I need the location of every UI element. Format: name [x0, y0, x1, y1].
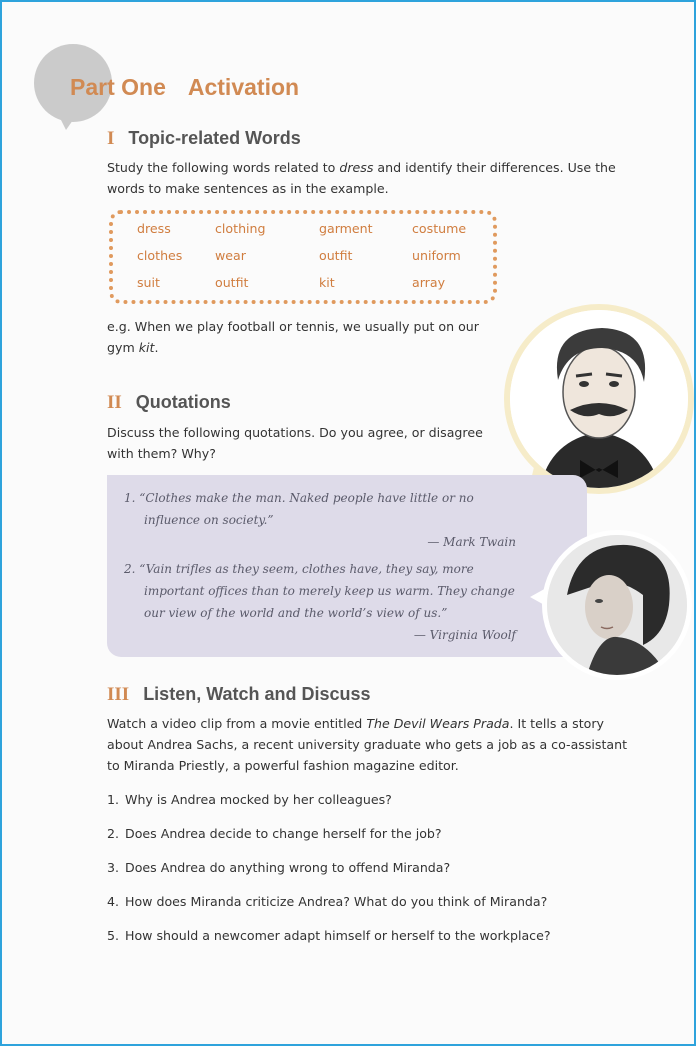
quote-text: influence on society.”: [144, 513, 274, 527]
question-text: Does Andrea decide to change herself for the job?: [125, 826, 442, 841]
section-numeral: II: [107, 392, 122, 413]
question-item: [107, 792, 551, 826]
intro-text: . It tells a story: [509, 716, 604, 731]
question-number: 5.: [107, 928, 120, 943]
question-text: Why is Andrea mocked by her colleagues?: [125, 792, 392, 807]
question-number: 4.: [107, 894, 120, 909]
question-number: 3.: [107, 860, 120, 875]
question-text: Does Andrea do anything wrong to offend Miranda?: [125, 860, 451, 875]
word-grid: [137, 221, 477, 302]
intro-text: to Miranda Priestly, a powerful fashion magazine editor.: [107, 758, 459, 773]
word-row: [137, 275, 477, 302]
movie-title: The Devil Wears Prada: [366, 716, 510, 731]
word: array: [412, 275, 446, 290]
speech-bubble-tail: [56, 110, 80, 130]
word: dress: [137, 221, 171, 236]
discussion-questions: [107, 792, 551, 962]
section-heading-quotations: [107, 392, 231, 414]
instr-text: Discuss the following quotations. Do you agree, or disagree: [107, 425, 483, 440]
quote-text: important offices than to merely keep us warm. They change: [144, 584, 515, 598]
quote-woolf: [124, 558, 516, 646]
section-title: Topic-related Words: [128, 128, 301, 148]
portrait-photo: [547, 535, 687, 675]
instr-keyword: dress: [339, 160, 374, 175]
example-text: e.g. When we play football or tennis, we usually put on our: [107, 319, 479, 334]
section3-intro: [107, 713, 647, 776]
part-title: [70, 74, 299, 101]
word: outfit: [215, 275, 249, 290]
example-text: gym: [107, 340, 139, 355]
word: wear: [215, 248, 246, 263]
section1-instructions: [107, 157, 627, 199]
example-keyword: kit: [138, 340, 155, 355]
section-numeral: III: [107, 684, 130, 705]
instr-text: words to make sentences as in the example.: [107, 181, 389, 196]
word: clothing: [215, 221, 266, 236]
instr-text: with them? Why?: [107, 446, 216, 461]
word: costume: [412, 221, 467, 236]
mark-twain-portrait: [504, 304, 694, 494]
example-text: .: [154, 340, 159, 355]
part-name: Activation: [187, 74, 300, 100]
word: garment: [319, 221, 373, 236]
portrait-illustration: [510, 310, 688, 488]
instr-text: Study the following words related to: [107, 160, 340, 175]
word: uniform: [412, 248, 461, 263]
word-row: [137, 221, 477, 248]
word-row: [137, 248, 477, 275]
word: clothes: [137, 248, 183, 263]
quote-text: 2. “Vain trifles as they seem, clothes have, they say, more: [124, 562, 474, 576]
section-numeral: I: [107, 128, 115, 149]
part-label: Part One: [70, 74, 166, 100]
virginia-woolf-portrait: [542, 530, 692, 680]
word: outfit: [319, 248, 353, 263]
quote-text: 1. “Clothes make the man. Naked people have little or no: [124, 491, 474, 505]
quote-text: our view of the world and the world’s view of us.”: [144, 606, 448, 620]
example-sentence: [107, 316, 507, 358]
section-heading-listen-watch-discuss: [107, 684, 371, 706]
question-item: [107, 894, 551, 928]
section-heading-topic-words: [107, 128, 301, 150]
question-number: 2.: [107, 826, 120, 841]
question-text: How does Miranda criticize Andrea? What do you think of Miranda?: [125, 894, 548, 909]
question-item: [107, 860, 551, 894]
section2-instructions: [107, 422, 487, 464]
intro-text: about Andrea Sachs, a recent university graduate who gets a job as a co-assistant: [107, 737, 628, 752]
section-title: Quotations: [135, 392, 231, 412]
section-title: Listen, Watch and Discuss: [143, 684, 371, 704]
instr-text: and identify their differences. Use the: [373, 160, 616, 175]
question-item: [107, 928, 551, 962]
intro-text: Watch a video clip from a movie entitled: [107, 716, 367, 731]
question-number: 1.: [107, 792, 120, 807]
question-item: [107, 826, 551, 860]
word: suit: [137, 275, 160, 290]
quote-twain: [124, 487, 516, 553]
quote-author: — Virginia Woolf: [413, 628, 516, 642]
quote-author: — Mark Twain: [427, 535, 516, 549]
question-text: How should a newcomer adapt himself or herself to the workplace?: [125, 928, 551, 943]
word: kit: [319, 275, 335, 290]
